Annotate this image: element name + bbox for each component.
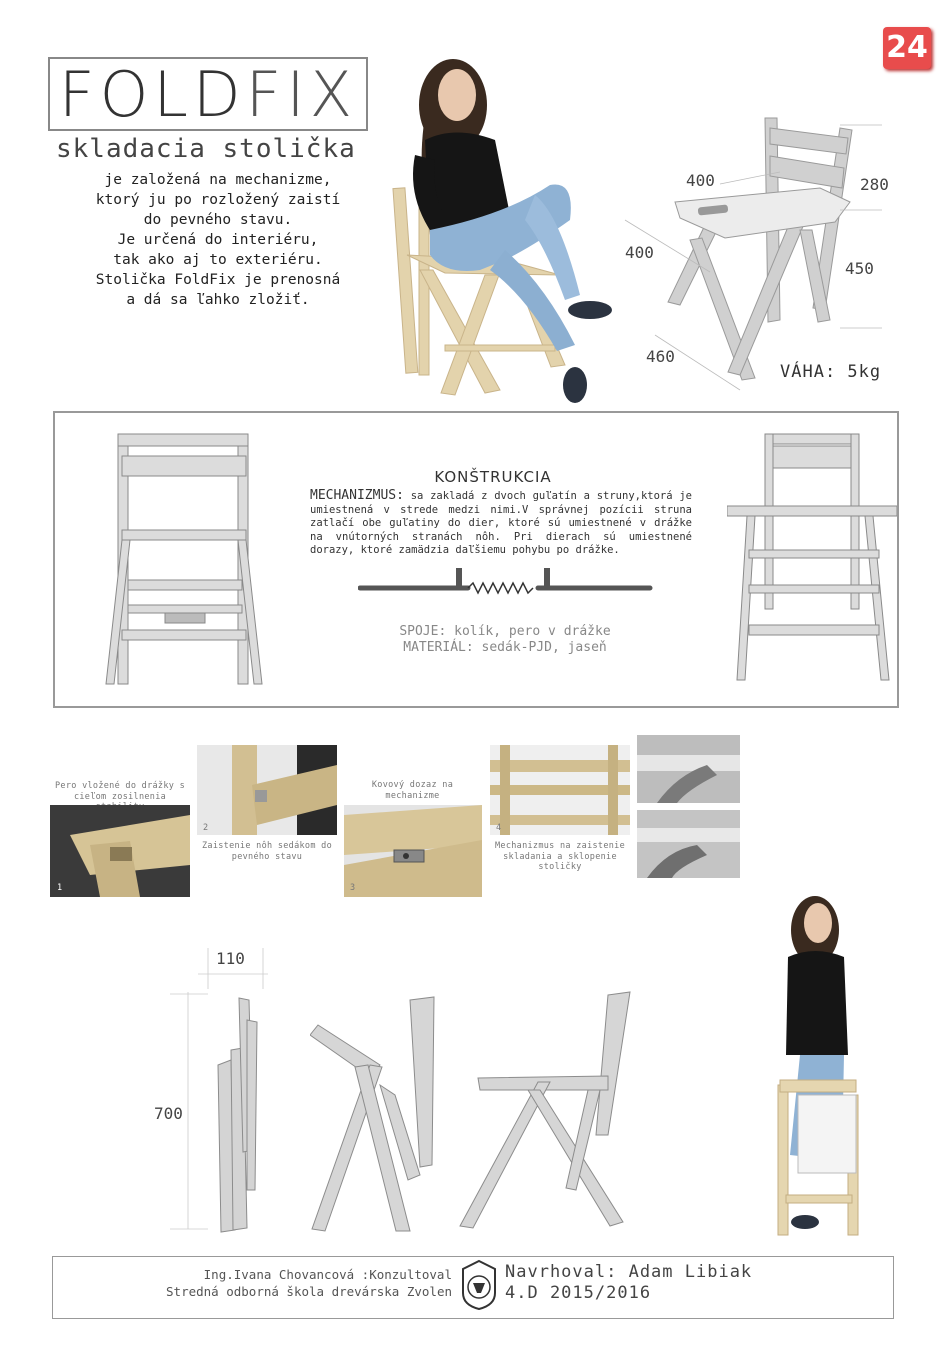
detail-photo-6 — [637, 810, 740, 878]
detail-photo-5 — [637, 735, 740, 803]
folded-chair-render — [213, 990, 263, 1235]
detail-caption-3: Kovový dozaz na mechanizme — [371, 780, 454, 801]
unfolded-chair-render — [458, 990, 638, 1235]
detail-num-4: 4 — [496, 823, 502, 833]
school-seal-icon — [459, 1259, 499, 1311]
dim-seat-height: 450 — [845, 259, 874, 278]
dim-width-top: 400 — [686, 171, 715, 190]
detail-photo-4 — [490, 745, 630, 835]
detail-caption-1: Pero vložené do drážky s cieľom zosilnenia — [54, 781, 186, 802]
mechanism-rod-illustration — [358, 566, 654, 602]
dim-folded-height: 700 — [154, 1104, 183, 1123]
detail-photo-2 — [197, 745, 337, 835]
dim-depth: 400 — [625, 243, 654, 262]
designer-name: Navrhoval: Adam Libiak — [505, 1262, 753, 1282]
chair-front-view — [100, 430, 270, 690]
mechanism-text: sa zakladá z dvoch guľatín a struny,ktorá je umiestnená v strede medzi nimi.V správnej pozícii struna zatlačí obe guľatiny do dier, ktoré sú umiestnené v drážke na vnútorných stranách nôh. Pri dierach sú umiestnené dorazy, ktoré zamädzia daľšiemu pohybu po drážke. — [310, 490, 692, 556]
subtitle: skladacia stolička — [56, 134, 356, 164]
chair-side-view — [727, 430, 897, 690]
material-text: MATERIÁL: sedák-PJD, jaseň — [403, 640, 607, 655]
detail-caption-2: Zaistenie nôh sedákom do pevného stavu — [201, 841, 333, 862]
half-folded-chair-render — [310, 995, 450, 1235]
dim-backrest: 280 — [860, 175, 889, 194]
detail-caption-4: Mechanizmus na zaistenie skladania a sklopenie stoličky — [494, 841, 626, 872]
mechanism-description — [310, 489, 692, 558]
class-year: 4.D 2015/2016 — [505, 1283, 652, 1303]
detail-num-2: 2 — [203, 823, 209, 833]
title-fold: FOLD — [58, 57, 246, 131]
dim-folded-width: 110 — [216, 949, 245, 968]
standing-woman-photo — [760, 895, 870, 1240]
detail-num-1: 1 — [57, 883, 63, 893]
detail-num-3: 3 — [350, 883, 356, 893]
construction-title: KONŠTRUKCIA — [434, 468, 552, 486]
consultant-name: Ing.Ivana Chovancová :Konzultoval — [203, 1267, 452, 1282]
page-title — [48, 57, 368, 131]
school-name: Stredná odborná škola drevárska Zvolen — [166, 1284, 452, 1299]
seated-woman-photo — [385, 45, 620, 405]
footer-consultant — [120, 1266, 452, 1300]
joints-text: SPOJE: kolík, pero v drážke — [399, 624, 611, 639]
mechanism-label: MECHANIZMUS: — [310, 488, 404, 503]
logo-24: 24 — [883, 27, 931, 69]
intro-text: je založená na mechanizme, ktorý ju po rozložený zaistí do pevného stavu. Je určená do interiéru, tak ako aj to exteriéru. Stolička FoldFix je prenosná a dá sa ľahko zložiť. — [95, 172, 341, 308]
joints-material — [360, 624, 650, 656]
title-fix: FIX — [245, 57, 358, 131]
footer-designer — [505, 1262, 752, 1304]
weight-label: VÁHA: 5kg — [780, 362, 882, 382]
dim-length: 460 — [646, 347, 675, 366]
